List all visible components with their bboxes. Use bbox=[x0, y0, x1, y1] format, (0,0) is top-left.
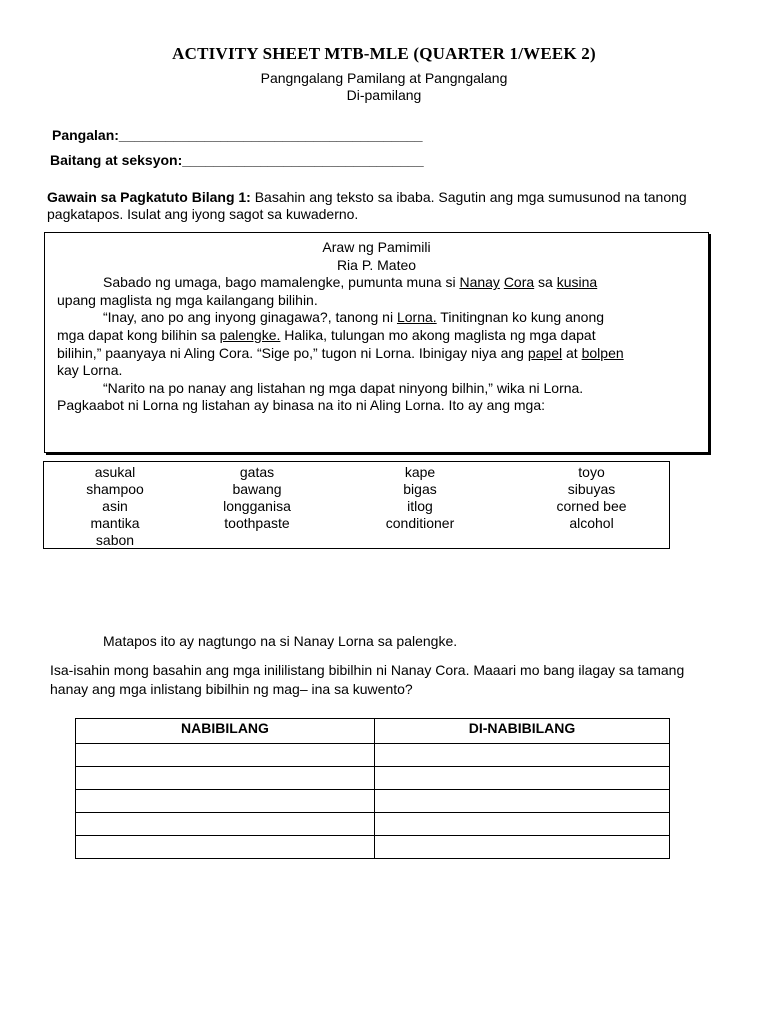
answer-cell[interactable] bbox=[375, 790, 670, 813]
list-item: bawang bbox=[232, 481, 282, 497]
instructions-text: Basahin ang teksto sa ibaba. Sagutin ang mga sumusunod na tanong pagkatapos. Isulat ang iyong sagot sa kuwaderno. bbox=[47, 189, 687, 222]
answer-cell[interactable] bbox=[76, 836, 375, 859]
answer-cell[interactable] bbox=[375, 767, 670, 790]
story-title: Araw ng Pamimili bbox=[322, 239, 431, 255]
page-title: ACTIVITY SHEET MTB-MLE (QUARTER 1/WEEK 2) bbox=[172, 44, 596, 63]
list-item: sabon bbox=[95, 532, 135, 548]
list-item: bigas bbox=[403, 481, 437, 497]
story-paragraph-2-line2: mga dapat kong bilihin sa palengke. Halika, tulungan mo akong maglista ng mga dapat bbox=[57, 326, 596, 343]
list-item: conditioner bbox=[385, 515, 455, 531]
list-item: toyo bbox=[578, 464, 605, 480]
answer-cell[interactable] bbox=[375, 744, 670, 767]
page-subtitle bbox=[0, 70, 768, 104]
story-box bbox=[44, 232, 709, 453]
story-paragraph-1: Sabado ng umaga, bago mamalengke, pumunta muna si Nanay Cora sa kusina bbox=[103, 274, 598, 291]
table-row bbox=[76, 836, 670, 859]
list-item: shampoo bbox=[86, 481, 144, 497]
shopping-list-grid bbox=[44, 462, 669, 549]
list-item: toothpaste bbox=[224, 515, 290, 531]
subtitle-line-2: Di-pamilang bbox=[346, 87, 422, 103]
list-item: kape bbox=[404, 464, 436, 480]
column-header-uncountable: DI-NABIBILANG bbox=[375, 719, 670, 744]
instructions bbox=[47, 189, 727, 223]
answer-cell[interactable] bbox=[76, 813, 375, 836]
list-item: gatas bbox=[239, 464, 275, 480]
table-row bbox=[76, 790, 670, 813]
subtitle-line-1: Pangngalang Pamilang at Pangngalang bbox=[260, 70, 508, 86]
story-paragraph-2-line4: kay Lorna. bbox=[57, 362, 123, 379]
name-field[interactable]: Pangalan:_______________________________________ bbox=[52, 127, 423, 143]
list-item: mantika bbox=[90, 515, 140, 531]
list-item: alcohol bbox=[569, 515, 614, 531]
story-paragraph-3: “Narito na po nanay ang listahan ng mga dapat ninyong bilhin,” wika ni Lorna. bbox=[103, 379, 584, 396]
answer-table-header bbox=[76, 719, 670, 744]
list-item: asin bbox=[102, 498, 128, 514]
list-item: sibuyas bbox=[567, 481, 616, 497]
answer-cell[interactable] bbox=[375, 813, 670, 836]
list-item: longganisa bbox=[223, 498, 291, 514]
list-item: asukal bbox=[94, 464, 136, 480]
shopping-list-box bbox=[43, 461, 670, 549]
answer-table bbox=[75, 718, 670, 859]
story-paragraph-1-cont: upang maglista ng mga kailangang bilihin. bbox=[57, 291, 318, 308]
list-item: itlog bbox=[407, 498, 433, 514]
list-item: corned bee bbox=[556, 498, 627, 514]
table-row bbox=[76, 744, 670, 767]
table-row bbox=[76, 813, 670, 836]
story-paragraph-2: “Inay, ano po ang inyong ginagawa?, tanong ni Lorna. Tinitingnan ko kung anong bbox=[103, 309, 605, 326]
section-field[interactable]: Baitang at seksyon:_______________________________ bbox=[50, 152, 424, 168]
answer-cell[interactable] bbox=[76, 744, 375, 767]
answer-cell[interactable] bbox=[375, 836, 670, 859]
question-text: Isa-isahin mong basahin ang mga inililistang bibilhin ni Nanay Cora. Maaari mo bang ilagay sa tamang hanay ang mga inlistang bibilhin ng mag– ina sa kuwento? bbox=[50, 662, 685, 697]
story-paragraph-3-cont: Pagkaabot ni Lorna ng listahan ay binasa na ito ni Aling Lorna. Ito ay ang mga: bbox=[57, 397, 546, 414]
instructions-heading: Gawain sa Pagkatuto Bilang 1: bbox=[47, 189, 251, 205]
answer-cell[interactable] bbox=[76, 790, 375, 813]
column-header-countable: NABIBILANG bbox=[76, 719, 375, 744]
story-paragraph-2-line3: bilihin,” paanyaya ni Aling Cora. “Sige po,” tugon ni Lorna. Ibinigay niya ang papel at bolpen bbox=[57, 344, 624, 361]
story-author: Ria P. Mateo bbox=[336, 256, 417, 273]
after-story-text: Matapos ito ay nagtungo na si Nanay Lorna sa palengke. bbox=[103, 633, 458, 649]
answer-cell[interactable] bbox=[76, 767, 375, 790]
table-row bbox=[76, 767, 670, 790]
